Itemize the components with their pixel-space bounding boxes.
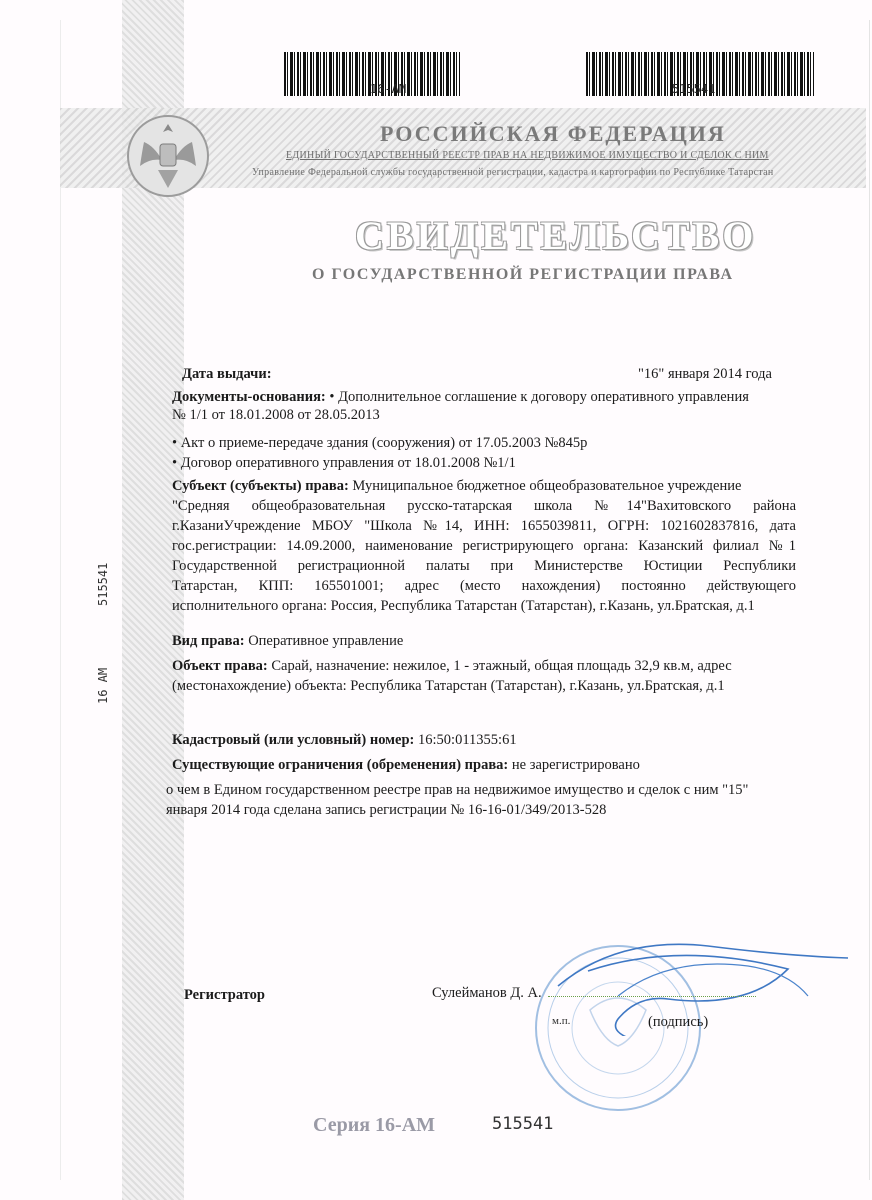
- documents-line2: № 1/1 от 18.01.2008 от 28.05.2013: [172, 407, 380, 423]
- side-number: 515541: [96, 562, 110, 606]
- object-line1: [172, 656, 732, 676]
- right-type-value: Оперативное управление: [248, 633, 404, 649]
- coat-of-arms-emblem: [122, 110, 214, 202]
- subject-line2: "Средняя общеобразовательная русско-татарская школа №14"Вахитовского района: [172, 498, 796, 514]
- documents-item1: • Дополнительное соглашение к договору оперативного управления: [329, 389, 749, 405]
- documents-item2: • Акт о приеме-передаче здания (сооружения) от 17.05.2003 №845р: [172, 435, 588, 451]
- registration-line1: о чем в Едином государственном реестре прав на недвижимое имущество и сделок с ним "15": [166, 782, 749, 798]
- barcode-left-number: 16-АМ: [370, 82, 407, 96]
- cadastral-number: [172, 730, 517, 750]
- subject-line7: исполнительного органа: Россия, Республика Татарстан (Татарстан), г.Казань, ул.Братская, д.1: [172, 598, 755, 614]
- documents-line1: [172, 387, 749, 407]
- documents-label: Документы-основания:: [172, 389, 326, 405]
- certificate-subtitle: О ГОСУДАРСТВЕННОЙ РЕГИСТРАЦИИ ПРАВА: [312, 266, 734, 283]
- subject-line6: Татарстан, КПП: 165501001; адрес (место нахождения) постоянно действующего: [172, 578, 796, 594]
- registration-line2: января 2014 года сделана запись регистрации № 16-16-01/349/2013-528: [166, 802, 607, 818]
- encumbrances-label: Существующие ограничения (обременения) права:: [172, 757, 509, 773]
- certificate-title: СВИДЕТЕЛЬСТВО: [355, 213, 757, 258]
- subject-label: Субъект (субъекты) права:: [172, 478, 349, 494]
- subject-line1-value: Муниципальное бюджетное общеобразовательное учреждение: [352, 478, 742, 494]
- signature-caption: (подпись): [648, 1014, 709, 1030]
- object-line2: (местонахождение) объекта: Республика Татарстан (Татарстан), г.Казань, ул.Братская, д.1: [172, 678, 725, 694]
- issue-date-label: Дата выдачи:: [182, 366, 272, 382]
- subject-line4: гос.регистрации: 14.09.2000, наименование регистрирующего органа: Казанский филиал №1: [172, 538, 796, 554]
- subject-line5: Государственной регистрационной палаты при Министерстве Юстиции Республики: [172, 558, 796, 574]
- registry-title: ЕДИНЫЙ ГОСУДАРСТВЕННЫЙ РЕЕСТР ПРАВ НА НЕДВИЖИМОЕ ИМУЩЕСТВО И СДЕЛОК С НИМ: [286, 150, 769, 161]
- series-label: Серия 16-АМ: [313, 1114, 436, 1136]
- object-line1-value: Сарай, назначение: нежилое, 1 - этажный, общая площадь 32,9 кв.м, адрес: [271, 658, 732, 674]
- registrar-label: Регистратор: [184, 987, 265, 1003]
- registrar-name: Сулейманов Д. А.: [432, 985, 542, 1001]
- barcode-right-number: 515541: [672, 82, 716, 96]
- side-series: 16 АМ: [96, 667, 110, 704]
- series-number: 515541: [492, 1114, 554, 1134]
- right-type: [172, 631, 403, 651]
- stamp-place-label: м.п.: [552, 1015, 571, 1027]
- subject-line3: г.КазаниУчреждение МБОУ "Школа №14, ИНН: 1655039811, ОГРН: 1021602837816, дата: [172, 518, 796, 534]
- encumbrances: [172, 755, 640, 775]
- signature-line: [548, 996, 756, 997]
- issue-date-value: "16" января 2014 года: [638, 366, 772, 382]
- country-title: РОССИЙСКАЯ ФЕДЕРАЦИЯ: [380, 121, 726, 146]
- documents-item3: • Договор оперативного управления от 18.01.2008 №1/1: [172, 455, 516, 471]
- encumbrances-value: не зарегистрировано: [511, 757, 640, 773]
- cadastral-label: Кадастровый (или условный) номер:: [172, 732, 415, 748]
- right-type-label: Вид права:: [172, 633, 245, 649]
- cadastral-value: 16:50:011355:61: [418, 732, 517, 748]
- object-label: Объект права:: [172, 658, 268, 674]
- authority-title: Управление Федеральной службы государственной регистрации, кадастра и картографии по Республике Татарстан: [252, 167, 774, 178]
- subject-line1: [172, 476, 741, 496]
